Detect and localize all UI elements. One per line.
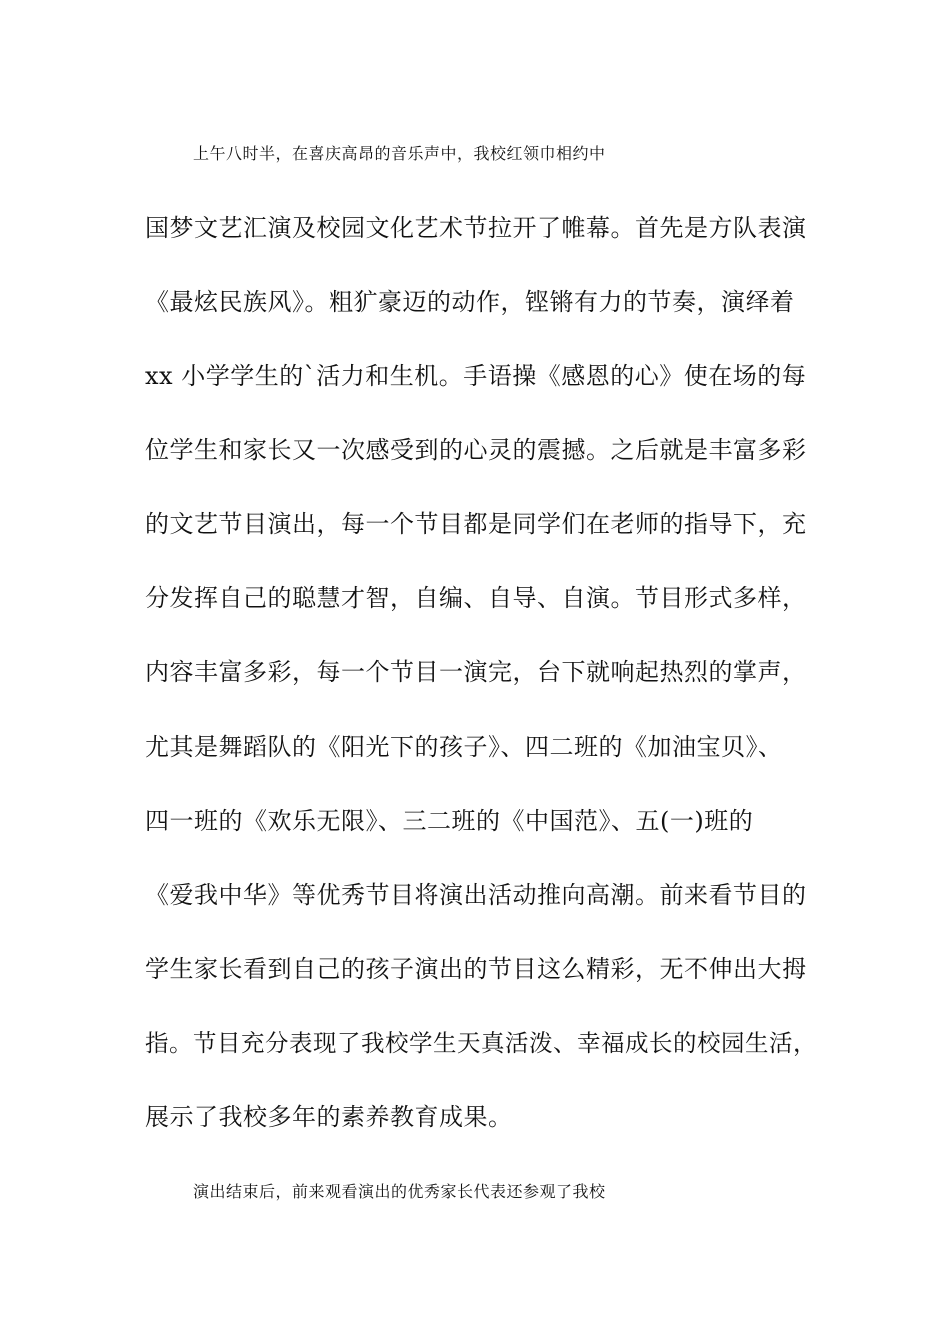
paragraph-1-line-12: 学生家长看到自己的孩子演出的节目这么精彩，无不伸出大拇: [145, 955, 807, 983]
paragraph-1-line-14: 展示了我校多年的素养教育成果。: [145, 1103, 513, 1131]
paragraph-1-line-13: 指。节目充分表现了我校学生天真活泼、幸福成长的校园生活，: [145, 1029, 817, 1057]
paragraph-1-line-9: 尤其是舞蹈队的《阳光下的孩子》、四二班的《加油宝贝》、: [145, 733, 783, 761]
paragraph-1-line-4: xx 小学学生的`活力和生机。手语操《感恩的心》使在场的每: [145, 362, 807, 390]
paragraph-1-line-7: 分发挥自己的聪慧才智，自编、自导、自演。节目形式多样，: [145, 584, 807, 612]
paragraph-1-line-2: 国梦文艺汇演及校园文化艺术节拉开了帷幕。首先是方队表演: [145, 214, 807, 242]
paragraph-1-line-1: 上午八时半，在喜庆高昂的音乐声中，我校红领巾相约中: [193, 144, 606, 163]
paragraph-1-line-10: 四一班的《欢乐无限》、三二班的《中国范》、五(一)班的: [145, 807, 754, 835]
paragraph-2-line-1: 演出结束后，前来观看演出的优秀家长代表还参观了我校: [193, 1182, 606, 1201]
paragraph-1-line-3: 《最炫民族风》。粗犷豪迈的动作，铿锵有力的节奏，演绎着: [145, 288, 795, 316]
paragraph-1-line-5: 位学生和家长又一次感受到的心灵的震撼。之后就是丰富多彩: [145, 436, 807, 464]
paragraph-1-line-8: 内容丰富多彩，每一个节目一演完，台下就响起热烈的掌声，: [145, 658, 807, 686]
paragraph-1-line-11: 《爱我中华》等优秀节目将演出活动推向高潮。前来看节目的: [145, 881, 807, 909]
paragraph-1-line-6: 的文艺节目演出，每一个节目都是同学们在老师的指导下，充: [145, 510, 807, 538]
